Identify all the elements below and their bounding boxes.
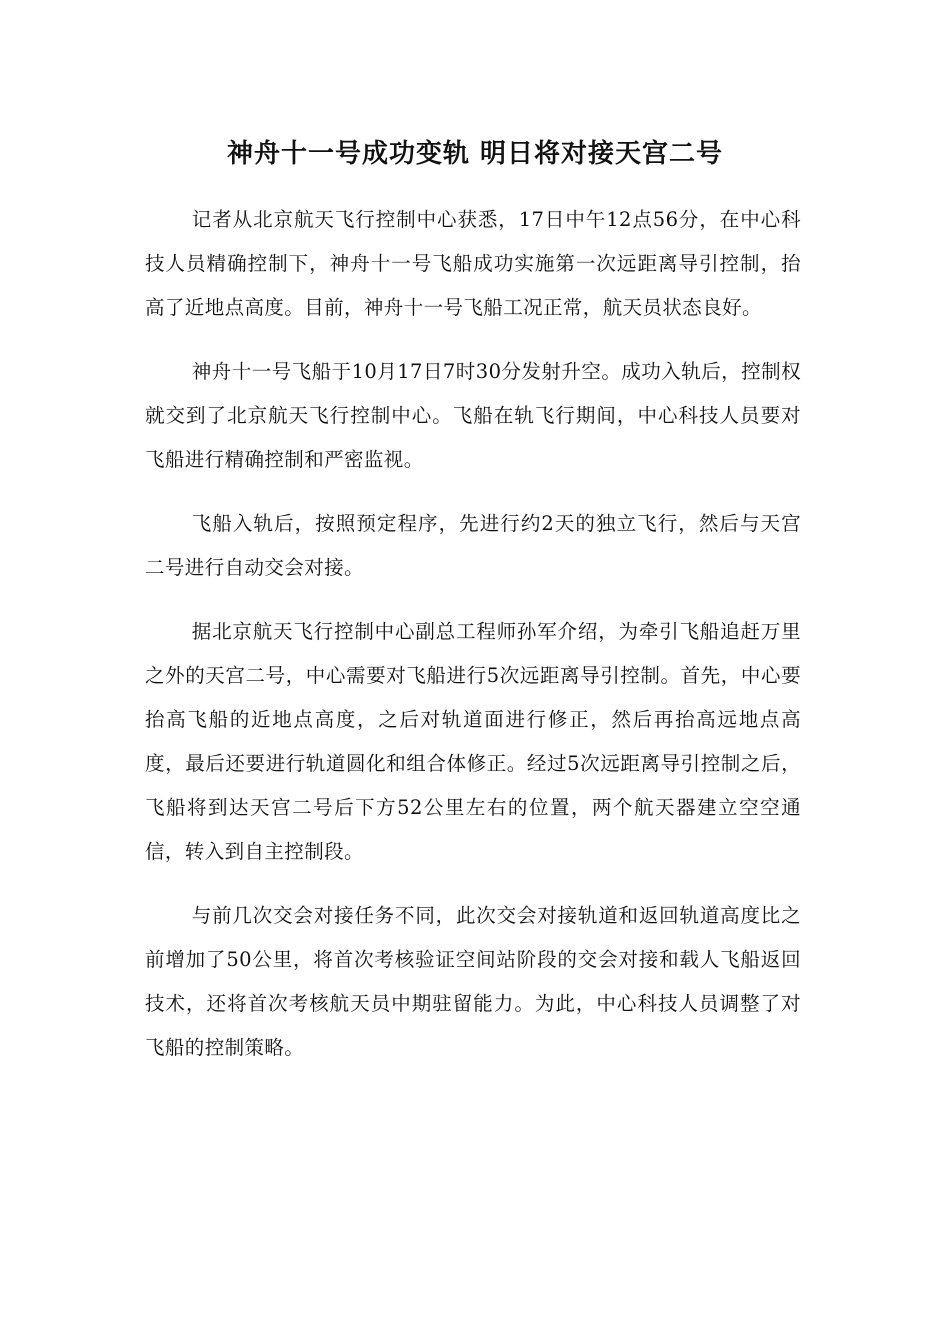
- paragraph-1: 记者从北京航天飞行控制中心获悉，17日中午12点56分，在中心科技人员精确控制下，神舟十一号飞船成功实施第一次远距离导引控制，抬高了近地点高度。目前，神舟十一号飞船工况正常，航天员状态良好。: [145, 208, 801, 319]
- document-body: [145, 198, 801, 1090]
- paragraph-3: 飞船入轨后，按照预定程序，先进行约2天的独立飞行，然后与天宫二号进行自动交会对接。: [145, 512, 801, 579]
- paragraph-5: 与前几次交会对接任务不同，此次交会对接轨道和返回轨道高度比之前增加了50公里，将首次考核验证空间站阶段的交会对接和载人飞船返回技术，还将首次考核航天员中期驻留能力。为此，中心科技人员调整了对飞船的控制策略。: [145, 904, 801, 1059]
- document-title: 神舟十一号成功变轨 明日将对接天宫二号: [226, 139, 724, 169]
- paragraph-4: 据北京航天飞行控制中心副总工程师孙军介绍，为牵引飞船追赶万里之外的天宫二号，中心需要对飞船进行5次远距离导引控制。首先，中心要抬高飞船的近地点高度，之后对轨道面进行修正，然后再抬高远地点高度，最后还要进行轨道圆化和组合体修正。经过5次远距离导引控制之后，飞船将到达天宫二号后下方52公里左右的位置，两个航天器建立空空通信，转入到自主控制段。: [145, 620, 801, 863]
- paragraph-2: 神舟十一号飞船于10月17日7时30分发射升空。成功入轨后，控制权就交到了北京航天飞行控制中心。飞船在轨飞行期间，中心科技人员要对飞船进行精确控制和严密监视。: [145, 360, 801, 471]
